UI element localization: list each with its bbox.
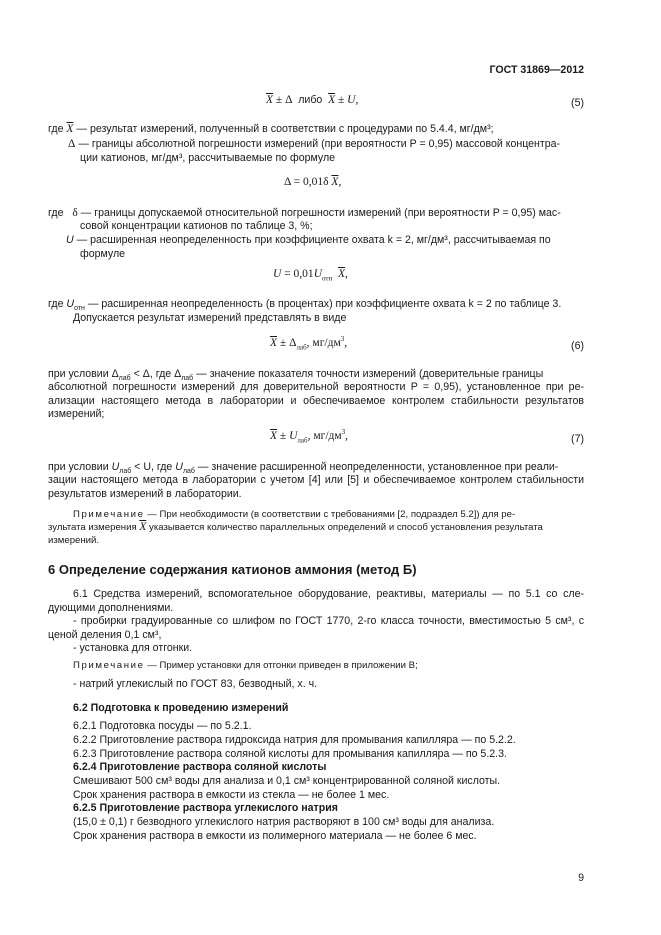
- where-u-line-1: U — расширенная неопределенность при коэффициенте охвата k = 2, мг/дм³, рассчитываемая по: [66, 234, 551, 246]
- formula-5: $\overline{X} \pm \Delta$ либо $\overline{X} \pm U$,: [266, 94, 359, 106]
- section-6-title: 6 Определение содержания катионов аммония (метод Б): [48, 562, 417, 577]
- p-6-2-4-a: Смешивают 500 см³ воды для анализа и 0,1 см³ концентрированной соляной кислоты.: [73, 775, 501, 787]
- p-6-2-5-a: (15,0 ± 0,1) г безводного углекислого натрия растворяют в 100 см³ воды для анализа.: [73, 816, 495, 828]
- p-6-1: 6.1 Средства измерений, вспомогательное оборудование, реактивы, материалы — по 5.1 со сле- дующими дополнениями.: [48, 588, 584, 614]
- p-tubes: - пробирки градуированные со шлифом по ГОСТ 1770, 2-го класса точности, вместимостью 5 см³, с ценой деления 0,1 см³,: [48, 615, 584, 641]
- where-x-line: где $\overline{X}$ — результат измерений, полученный в соответствии с процедурами по 5.4.4, мг/дм³;: [48, 123, 494, 135]
- p-distill: - установка для отгонки.: [73, 642, 193, 654]
- formula-u: $U = 0,01U_{отн}$ $\overline{X}$,: [273, 268, 348, 283]
- p-6-2-4-b: Срок хранения раствора в емкости из стекла — не более 1 мес.: [73, 789, 390, 801]
- where-delta-line-1: Δ — границы абсолютной погрешности измерений (при вероятности P = 0,95) массовой концентра-: [68, 138, 561, 150]
- allowed-line: Допускается результат измерений представлять в виде: [73, 312, 347, 324]
- formula-7: $\overline{X} \pm U_{лаб}$, $мг/дм^3$,: [270, 428, 349, 445]
- formula-6-number: (6): [571, 340, 584, 352]
- note1-line-2: зультата измерения $\overline{X}$ указывается количество параллельных определений и способ установления результата: [48, 521, 543, 533]
- formula-5-number: (5): [571, 97, 584, 109]
- where-u-line-2: формуле: [80, 248, 126, 260]
- where-delta-line-2: ции катионов, мг/дм³, рассчитываемые по формуле: [80, 152, 336, 164]
- cond7-paragraph: зации настоящего метода в лаборатории с учетом [4] или [5] и обеспечиваемое контролем стабильности результатов измерений в лаборатории.: [48, 474, 584, 500]
- p-6-2-1: 6.2.1 Подготовка посуды — по 5.2.1.: [73, 720, 252, 732]
- where-uotn-line: где $U_{отн}$ — расширенная неопределенность (в процентах) при коэффициенте охвата k = 2 по таблице 3.: [48, 298, 562, 313]
- p-6-2-2: 6.2.2 Приготовление раствора гидроксида натрия для промывания капилляра — по 5.2.2.: [73, 734, 516, 746]
- note1-line-1: Примечание — При необходимости (в соответствии с требованиями [2, подраздел 5.2]) для ре-: [73, 509, 516, 520]
- standard-header: ГОСТ 31869—2012: [489, 64, 584, 76]
- formula-7-number: (7): [571, 433, 584, 445]
- formula-6: $\overline{X} \pm \Delta_{лаб}$, $мг/дм^3$,: [270, 335, 348, 352]
- cond6-first-line: при условии $\Delta_{лаб} < \Delta$, где $\Delta_{лаб}$ — значение показателя точности измерений (доверительные границы: [48, 368, 544, 383]
- where-small-delta-line-1: где δ — границы допускаемой относительной погрешности измерений (при вероятности P = 0,95) мас-: [48, 207, 561, 219]
- p-sodium: - натрий углекислый по ГОСТ 83, безводный, х. ч.: [73, 678, 318, 690]
- cond7-first-line: при условии $U_{лаб} < U$, где $U_{лаб}$ — значение расширенной неопределенности, установленное при реали-: [48, 461, 559, 476]
- note1-line-3: измерений.: [48, 535, 100, 546]
- p-6-2-5-b: Срок хранения раствора в емкости из полимерного материала — не более 6 мес.: [73, 830, 477, 842]
- where-small-delta-line-2: совой концентрации катионов по таблице 3, %;: [80, 220, 313, 232]
- heading-6-2-4: 6.2.4 Приготовление раствора соляной кислоты: [73, 761, 327, 773]
- page-number: 9: [578, 872, 584, 884]
- formula-delta: Δ = 0,01δ $\overline{X}$,: [284, 176, 342, 188]
- section-6-2-title: 6.2 Подготовка к проведению измерений: [73, 702, 289, 714]
- heading-6-2-5: 6.2.5 Приготовление раствора углекислого натрия: [73, 802, 338, 814]
- p-6-2-3: 6.2.3 Приготовление раствора соляной кислоты для промывания капилляра — по 5.2.3.: [73, 748, 507, 760]
- note2: Примечание — Пример установки для отгонки приведен в приложении В;: [73, 660, 418, 671]
- cond6-paragraph: абсолютной погрешности измерений для доверительной вероятности P = 0,95), установленное при ре- ализации настоящего метода в лаборатории и обеспечиваемое контролем стабильности результатов измерений;: [48, 381, 584, 421]
